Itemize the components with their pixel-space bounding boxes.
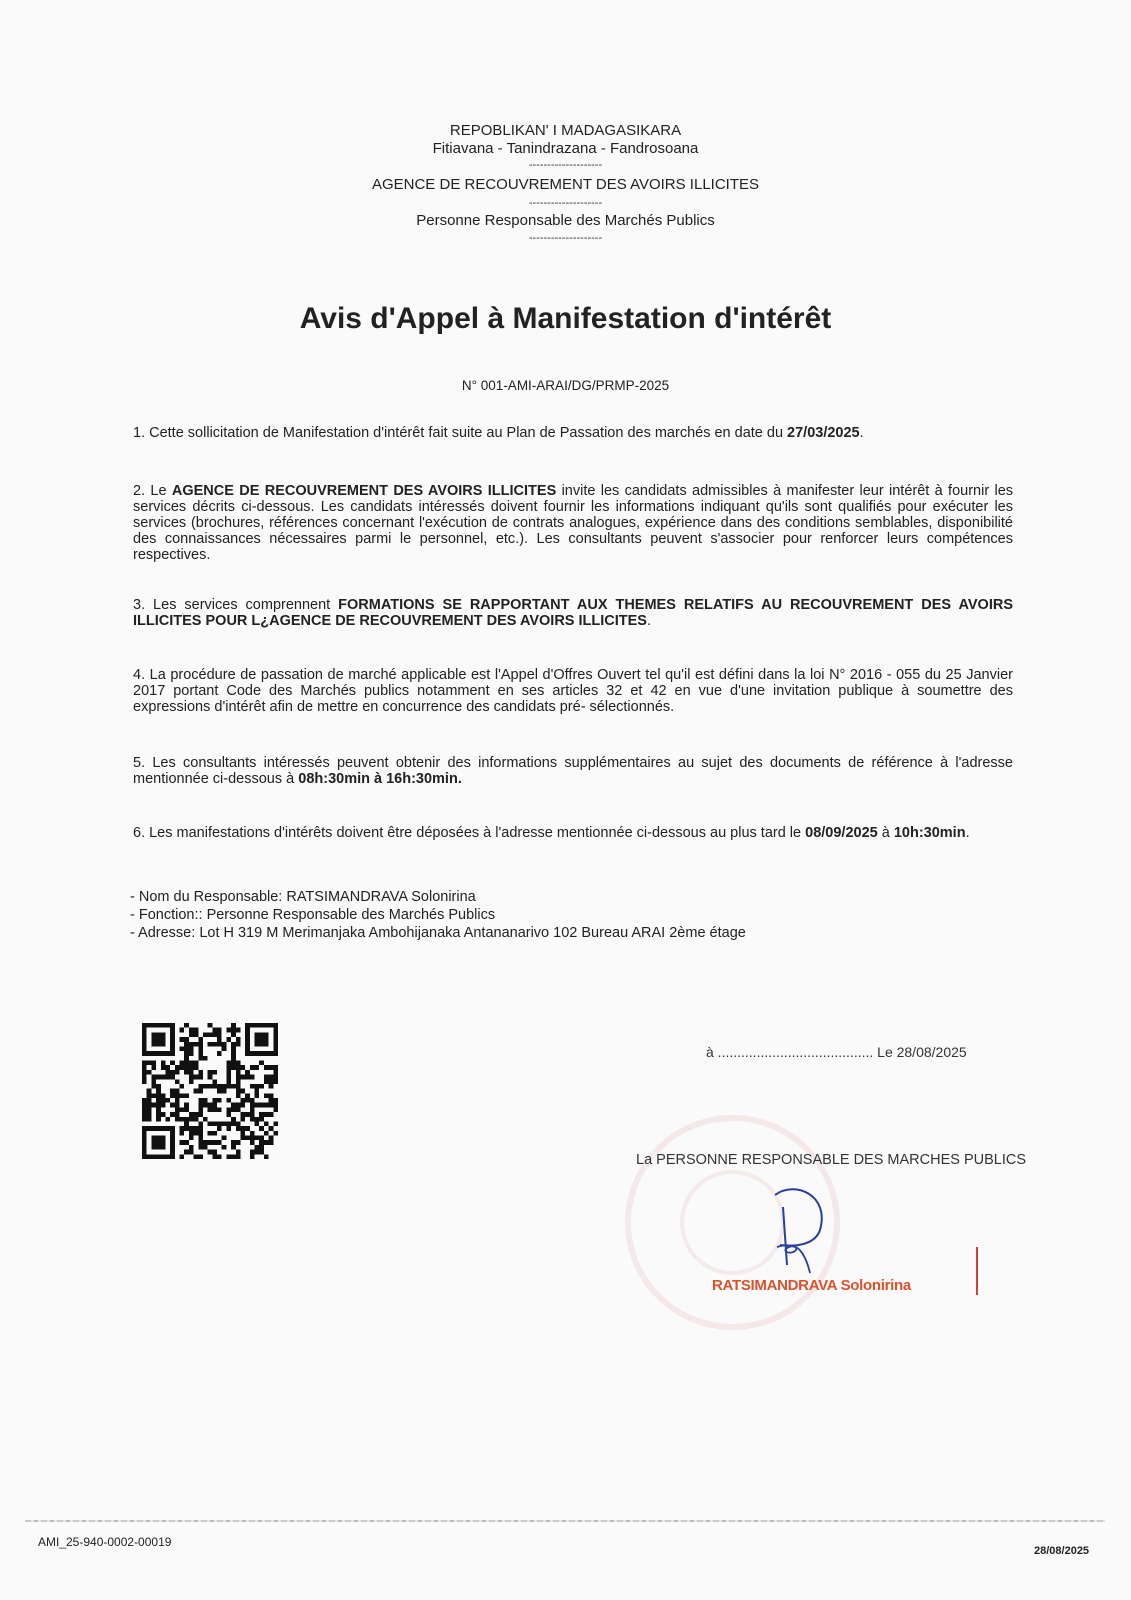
red-mark bbox=[976, 1247, 978, 1295]
contact-function: - Fonction:: Personne Responsable des Marchés Publics bbox=[130, 907, 496, 923]
national-motto: Fitiavana - Tanindrazana - Fandrosoana bbox=[432, 140, 699, 157]
office-hours: 08h:30min à 16h:30min. bbox=[298, 771, 462, 787]
plan-date: 27/03/2025 bbox=[787, 425, 860, 441]
signature bbox=[765, 1185, 835, 1275]
country-name: REPOBLIKAN' I MADAGASIKARA bbox=[449, 122, 682, 139]
agency-name-bold: AGENCE DE RECOUVREMENT DES AVOIRS ILLICITES bbox=[171, 483, 557, 499]
services-description: FORMATIONS SE RAPPORTANT AUX THEMES RELATIFS AU RECOUVREMENT DES AVOIRS ILLICITES POUR L¿AGENCE DE RECOUVREMENT DES AVOIRS ILLICITES bbox=[133, 597, 1013, 629]
paragraph-4: 4. La procédure de passation de marché applicable est l'Appel d'Offres Ouvert tel qu'il est défini dans la loi N° 2016 - 055 du 25 Janvier 2017 portant Code des Marchés publics notamment en ses articles 32 et 42 en vue d'une invitation publique à soumettre des expressions d'intérêt afin de mettre en concurrence des candidats pré- sélectionnés. bbox=[133, 667, 1013, 715]
place-and-date: à ........................................ Le 28/08/2025 bbox=[706, 1044, 967, 1060]
department-name: Personne Responsable des Marchés Publics bbox=[416, 212, 715, 229]
reference-number: N° 001-AMI-ARAI/DG/PRMP-2025 bbox=[461, 378, 670, 393]
paragraph-5: 5. Les consultants intéressés peuvent obtenir des informations supplémentaires au sujet des documents de référence à l'adresse mentionnée ci-dessous à 08h:30min à 16h:30min. bbox=[133, 755, 1013, 787]
separator: -------------------- bbox=[528, 232, 603, 244]
separator: -------------------- bbox=[528, 159, 603, 171]
document-title: Avis d'Appel à Manifestation d'intérêt bbox=[299, 302, 832, 335]
deadline-time: 10h:30min bbox=[893, 825, 966, 841]
signer-title: La PERSONNE RESPONSABLE DES MARCHES PUBLICS bbox=[636, 1152, 1027, 1168]
footer-date: 28/08/2025 bbox=[1034, 1545, 1090, 1557]
contact-name: - Nom du Responsable: RATSIMANDRAVA Solonirina bbox=[130, 889, 476, 905]
agency-name: AGENCE DE RECOUVREMENT DES AVOIRS ILLICITES bbox=[371, 176, 760, 193]
paragraph-3: 3. Les services comprennent FORMATIONS SE RAPPORTANT AUX THEMES RELATIFS AU RECOUVREMENT DES AVOIRS ILLICITES POUR L¿AGENCE DE RECOUVREMENT DES AVOIRS ILLICITES. bbox=[133, 597, 1013, 629]
deadline-date: 08/09/2025 bbox=[805, 825, 878, 841]
paragraph-2: 2. Le AGENCE DE RECOUVREMENT DES AVOIRS ILLICITES invite les candidats admissibles à manifester leur intérêt à fournir les services décrits ci-dessous. Les candidats intéressés doivent fournir les informations indiquant qu'ils sont qualifiés pour exécuter les services (brochures, références concernant l'exécution de contrats analogues, expérience dans des conditions semblables, disponibilité des connaissances nécessaires parmi le personnel, etc.). Les consultants peuvent s'associer pour renforcer leurs compétences respectives. bbox=[133, 483, 1014, 563]
contact-address: - Adresse: Lot H 319 M Merimanjaka Ambohijanaka Antananarivo 102 Bureau ARAI 2ème étage bbox=[130, 925, 746, 941]
footer-reference: AMI_25-940-0002-00019 bbox=[38, 1535, 172, 1549]
signer-name: RATSIMANDRAVA Solonirina bbox=[712, 1277, 911, 1294]
footer-divider bbox=[25, 1520, 1105, 1522]
paragraph-1: 1. Cette sollicitation de Manifestation d'intérêt fait suite au Plan de Passation des marchés en date du 27/03/2025. bbox=[133, 425, 864, 441]
separator: -------------------- bbox=[528, 197, 603, 209]
paragraph-6: 6. Les manifestations d'intérêts doivent être déposées à l'adresse mentionnée ci-dessous au plus tard le 08/09/2025 à 10h:30min. bbox=[133, 825, 970, 841]
qr-code bbox=[142, 1022, 278, 1160]
